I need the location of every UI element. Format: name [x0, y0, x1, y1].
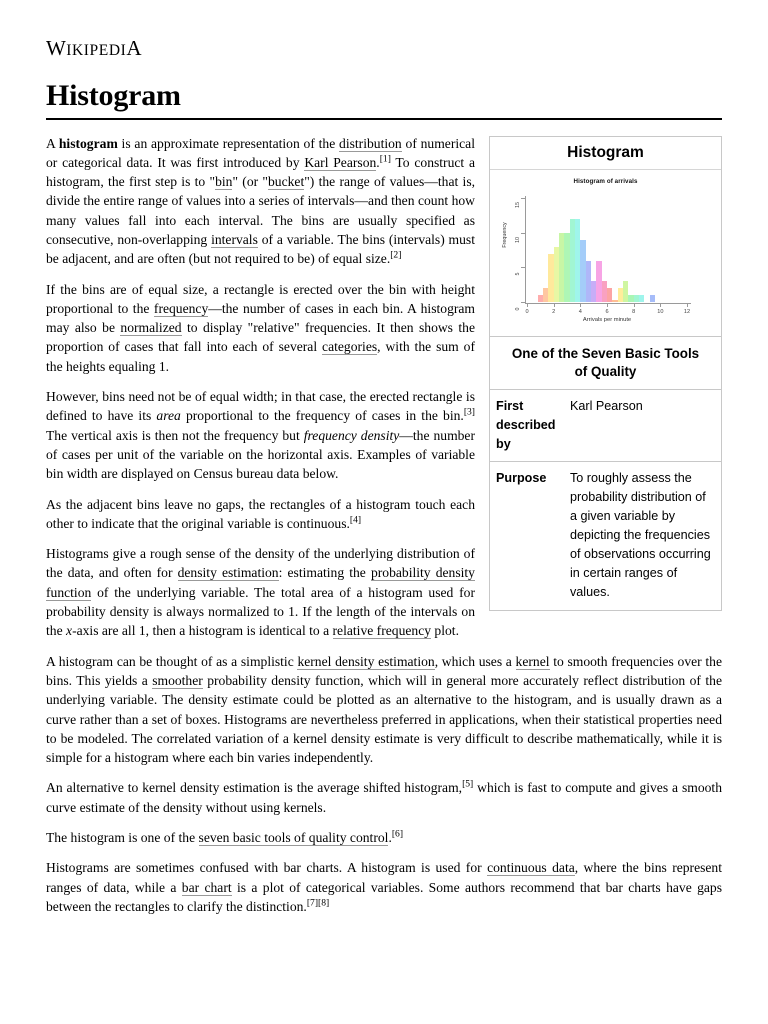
- italic-term: frequency density: [303, 427, 400, 443]
- y-tick: [521, 267, 525, 268]
- wiki-link[interactable]: normalized: [120, 320, 182, 336]
- y-tick: [521, 233, 525, 234]
- text-run: .: [376, 154, 380, 170]
- x-tick: [660, 303, 661, 307]
- text-run: which is fast to compute and gives a smooth curve estimate of the density without using kernels.: [46, 780, 722, 815]
- y-tick-label: 15: [515, 202, 521, 209]
- x-tick-label: 12: [683, 309, 691, 316]
- histogram-chart: [496, 176, 715, 328]
- text-run: proportional to the frequency of cases in the bin.: [180, 408, 464, 424]
- reference-marker[interactable]: [2]: [390, 249, 402, 261]
- wordmark-ikipedi: IKIPEDI: [66, 42, 127, 59]
- text-run: As the adjacent bins leave no gaps, the rectangles of a histogram touch each other to indicate that the original variable is continuous.: [46, 496, 475, 531]
- text-run: To construct a histogram, the first step is to ": [46, 154, 476, 190]
- wiki-link[interactable]: kernel: [515, 653, 550, 669]
- infobox-title: Histogram: [490, 137, 721, 171]
- wordmark-w: W: [46, 36, 67, 60]
- x-tick-label: 6: [605, 309, 609, 316]
- text-run: If the bins are of equal size, a rectangle is erected over the bin with height proportional to the: [46, 281, 475, 316]
- italic-term: area: [156, 408, 181, 424]
- text-run: —the number of cases in each bin. A histogram may also be: [46, 300, 476, 336]
- x-tick: [607, 303, 608, 307]
- text-run: —the number of cases per unit of the variable on the horizontal axis. Examples of variable bin width are displayed on Census bureau data below.: [46, 427, 475, 482]
- infobox-value-first-described-by: Karl Pearson: [570, 399, 643, 414]
- text-run: is an approximate representation of the: [117, 135, 340, 151]
- text-run: ") the range of values—that is, divide the entire range of values into a series of intervals—and then count how many values fall into each interval. The bins are usually specified as consecutive, non-overlapping: [46, 174, 476, 247]
- text-run: plot.: [431, 623, 459, 639]
- bold-term: histogram: [58, 135, 118, 151]
- wordmark-a: A: [126, 36, 142, 60]
- x-tick: [527, 303, 528, 307]
- wiki-link[interactable]: bar chart: [181, 879, 232, 895]
- wiki-link[interactable]: bucket: [267, 174, 305, 190]
- x-tick-label: 4: [578, 309, 582, 316]
- paragraph-9: [46, 858, 722, 916]
- wiki-link[interactable]: frequency: [153, 300, 209, 316]
- reference-marker[interactable]: [6]: [391, 828, 404, 840]
- wiki-link[interactable]: distribution: [339, 135, 402, 151]
- x-tick: [554, 303, 555, 307]
- wiki-link[interactable]: density estimation: [177, 565, 279, 581]
- y-tick: [521, 198, 525, 199]
- title-divider: [46, 118, 722, 120]
- wiki-link[interactable]: intervals: [211, 231, 258, 247]
- infobox-label-first-described-by: First described by: [496, 399, 556, 451]
- paragraph-7: [46, 778, 722, 817]
- chart-y-axis-line: [525, 196, 526, 304]
- x-tick: [580, 303, 581, 307]
- text-run: The histogram is one of the: [46, 830, 199, 845]
- x-tick-label: 8: [632, 309, 636, 316]
- histogram-bar: [639, 295, 644, 302]
- x-tick-label: 10: [657, 309, 664, 316]
- text-run: to smooth frequencies over the bins. This yields a: [46, 653, 722, 688]
- reference-marker[interactable]: [5]: [462, 778, 474, 790]
- chart-x-axis-line: [525, 303, 691, 304]
- chart-bars: [527, 198, 687, 302]
- infobox-subheader: One of the Seven Basic Tools of Quality: [490, 337, 721, 390]
- wiki-link[interactable]: continuous data: [487, 860, 575, 876]
- reference-marker[interactable]: [4]: [349, 514, 362, 526]
- infobox-row: [490, 462, 721, 609]
- text-run: " (or ": [232, 174, 268, 190]
- wiki-link[interactable]: kernel density estimation: [297, 653, 435, 669]
- text-run: is a plot of categorical variables. Some authors recommend that bar charts have gaps between the rectangles to clarify the distinction.: [46, 879, 722, 914]
- text-run: , where the bins represent ranges of data, while a: [46, 860, 723, 895]
- infobox-value-purpose: To roughly assess the probability distribution of a given variable by depicting the frequencies of observations occurring in certain ranges of values.: [570, 471, 711, 599]
- infobox-image-cell: [490, 170, 721, 337]
- x-tick: [634, 303, 635, 307]
- chart-y-axis-label: Frequency: [502, 222, 508, 248]
- article-body: [46, 134, 722, 917]
- wiki-link[interactable]: smoother: [152, 672, 203, 688]
- y-tick-label: 0: [515, 307, 521, 311]
- reference-marker[interactable]: [1]: [379, 153, 391, 165]
- infobox: [489, 136, 722, 611]
- y-tick-label: 10: [515, 236, 521, 243]
- text-run: of numerical or categorical data. It was first introduced by: [46, 135, 475, 170]
- text-run: However, bins need not be of equal width; in that case, the erected rectangle is defined to have its: [46, 389, 475, 424]
- text-run: : estimating the: [278, 565, 371, 581]
- text-run: Histograms give a rough sense of the density of the underlying distribution of the data, and often for: [46, 546, 475, 581]
- reference-marker[interactable]: [3]: [463, 406, 475, 418]
- text-run: A histogram can be thought of as a simplistic: [46, 653, 298, 669]
- x-tick: [687, 303, 688, 307]
- text-run: of the underlying variable. The total area of a histogram used for probability density is always normalized to 1. If the length of the intervals on the: [46, 584, 475, 639]
- chart-title: Histogram of arrivals: [573, 178, 638, 186]
- wiki-link[interactable]: probability density function: [46, 565, 475, 600]
- wiki-link[interactable]: categories: [322, 339, 378, 355]
- paragraph-6: [46, 652, 722, 768]
- x-tick-label: 2: [552, 309, 556, 316]
- chart-x-axis-label: Arrivals per minute: [582, 317, 632, 324]
- paragraph-8: [46, 828, 722, 847]
- y-tick: [521, 302, 525, 303]
- text-run: probability density function, which will in general more accurately reflect distribution of the underlying variable. The density estimate could be plotted as an alternative to the histogram, and is usually drawn as a curve rather than a set of boxes. Histograms are nevertheless preferred in applications, when their statistical properties need to be modeled. The correlated variation of a kernel density estimate is very difficult to describe mathematically, while it is simple for a histogram where each bin varies independently.: [46, 672, 722, 766]
- text-run: -axis are all 1, then a histogram is identical to a: [72, 623, 333, 639]
- histogram-bar: [650, 295, 655, 302]
- wikipedia-wordmark[interactable]: [46, 38, 722, 59]
- text-run: An alternative to kernel density estimation is the average shifted histogram,: [46, 780, 463, 796]
- text-run: .: [388, 830, 392, 845]
- wiki-link[interactable]: bin: [215, 174, 233, 190]
- wiki-link[interactable]: relative frequency: [332, 623, 432, 639]
- text-run: , which uses a: [434, 653, 516, 669]
- infobox-row: [490, 390, 721, 462]
- chart-plot-area: [527, 198, 687, 302]
- page-title: Histogram: [46, 79, 181, 112]
- text-run: of a variable. The bins (intervals) must be adjacent, and are often (but not required to be) of equal size.: [46, 231, 475, 267]
- wiki-link[interactable]: Karl Pearson: [304, 154, 377, 170]
- y-tick-label: 5: [515, 272, 521, 276]
- text-run: The vertical axis is then not the frequency but: [46, 427, 304, 443]
- reference-marker[interactable]: [7][8]: [306, 897, 330, 909]
- infobox-label-purpose: Purpose: [496, 471, 547, 486]
- text-run: , with the sum of the heights equaling 1.: [46, 339, 475, 374]
- text-run: Histograms are sometimes confused with bar charts. A histogram is used for: [46, 860, 488, 876]
- text-run: A: [46, 135, 59, 151]
- italic-term: x: [66, 623, 73, 639]
- wiki-link[interactable]: seven basic tools of quality control: [198, 830, 389, 845]
- text-run: to display "relative" frequencies. It then shows the proportion of cases that fall into each of several: [46, 320, 475, 355]
- x-tick-label: 0: [525, 309, 529, 316]
